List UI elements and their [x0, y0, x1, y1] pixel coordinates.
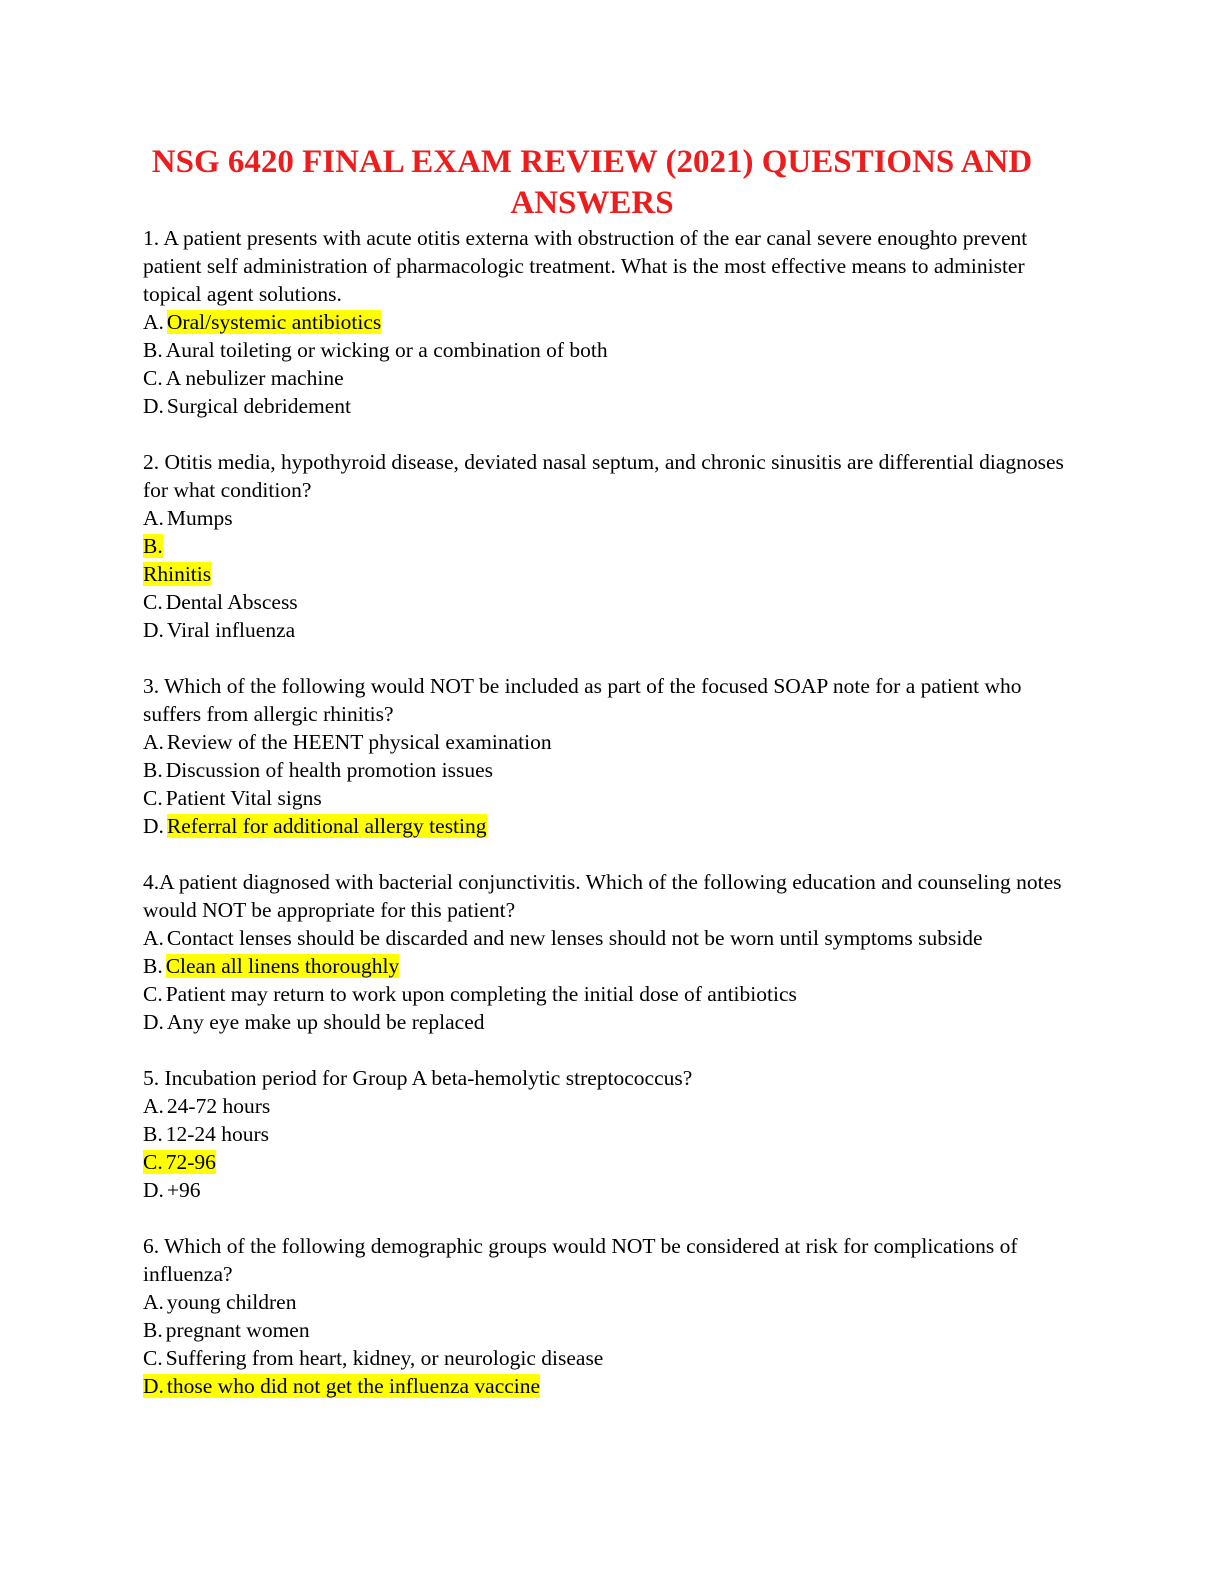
option-text-highlighted: Rhinitis [143, 562, 212, 586]
option-b [143, 532, 1083, 560]
option-b [143, 756, 1083, 784]
option-c [143, 364, 1083, 392]
document-title: NSG 6420 FINAL EXAM REVIEW (2021) QUESTIONS AND ANSWERS [151, 144, 1033, 221]
question-stem: 5. Incubation period for Group A beta-hemolytic streptococcus? [143, 1066, 693, 1090]
option-letter: B. [143, 338, 163, 362]
question-stem: 2. Otitis media, hypothyroid disease, deviated nasal septum, and chronic sinusitis are differential diagnoses for what condition? [143, 450, 1064, 502]
question-5 [143, 1064, 1083, 1204]
option-letter: D. [143, 1178, 164, 1202]
question-2 [143, 448, 1083, 644]
option-b [143, 952, 1083, 980]
option-letter: C. [143, 1346, 163, 1370]
question-stem: 3. Which of the following would NOT be included as part of the focused SOAP note for a patient who suffers from allergic rhinitis? [143, 674, 1022, 726]
option-c [143, 1148, 1083, 1176]
option-text: Mumps [166, 506, 233, 530]
option-letter: A. [143, 310, 164, 334]
option-letter: C. [143, 786, 163, 810]
option-letter: A. [143, 730, 164, 754]
option-d [143, 1008, 1083, 1036]
question-stem: 6. Which of the following demographic groups would NOT be considered at risk for complications of influenza? [143, 1234, 1018, 1286]
option-a [143, 1288, 1083, 1316]
option-c [143, 1344, 1083, 1372]
option-letter: C. [143, 590, 163, 614]
option-letter-highlighted: B. [143, 534, 163, 558]
option-a [143, 924, 1083, 952]
option-c [143, 588, 1083, 616]
option-text-highlighted: Referral for additional allergy testing [166, 814, 487, 838]
option-text: A nebulizer machine [165, 366, 344, 390]
option-text: Patient may return to work upon completing the initial dose of antibiotics [165, 982, 797, 1006]
question-6 [143, 1232, 1083, 1400]
option-letter: C. [143, 982, 163, 1006]
option-text: Contact lenses should be discarded and new lenses should not be worn until symptoms subside [166, 926, 983, 950]
option-letter: D. [143, 1010, 164, 1034]
option-a [143, 504, 1083, 532]
option-text: young children [166, 1290, 297, 1314]
option-c [143, 980, 1083, 1008]
question-4 [143, 868, 1083, 1036]
option-b [143, 336, 1083, 364]
option-letter: A. [143, 1290, 164, 1314]
option-text: Review of the HEENT physical examination [166, 730, 552, 754]
option-a [143, 1092, 1083, 1120]
option-text: Viral influenza [166, 618, 296, 642]
question-1 [143, 224, 1083, 420]
option-letter-highlighted: D. [143, 1374, 164, 1398]
option-text: Discussion of health promotion issues [165, 758, 493, 782]
option-b-text [143, 560, 1083, 588]
option-d [143, 1372, 1083, 1400]
option-text: Any eye make up should be replaced [166, 1010, 485, 1034]
option-text: Suffering from heart, kidney, or neurologic disease [165, 1346, 604, 1370]
option-text-highlighted: Oral/systemic antibiotics [166, 310, 382, 334]
option-letter: A. [143, 926, 164, 950]
option-a [143, 728, 1083, 756]
document-body [143, 224, 1083, 1428]
option-text-highlighted: 72-96 [165, 1150, 216, 1174]
option-d [143, 812, 1083, 840]
question-3 [143, 672, 1083, 840]
option-text: 24-72 hours [166, 1094, 271, 1118]
option-d [143, 392, 1083, 420]
option-letter: A. [143, 1094, 164, 1118]
question-stem: 1. A patient presents with acute otitis externa with obstruction of the ear canal severe enoughto prevent patient self administration of pharmacologic treatment. What is the most effective means to administer topical agent solutions. [143, 226, 1028, 306]
option-c [143, 784, 1083, 812]
option-letter: B. [143, 758, 163, 782]
option-text: +96 [166, 1178, 201, 1202]
option-text-highlighted: those who did not get the influenza vaccine [166, 1374, 541, 1398]
option-letter: D. [143, 618, 164, 642]
question-stem: 4.A patient diagnosed with bacterial conjunctivitis. Which of the following education and counseling notes would NOT be appropriate for this patient? [143, 870, 1062, 922]
option-letter: A. [143, 506, 164, 530]
option-letter: B. [143, 954, 163, 978]
option-letter: B. [143, 1318, 163, 1342]
option-letter: D. [143, 394, 164, 418]
option-text-highlighted: Clean all linens thoroughly [165, 954, 400, 978]
option-b [143, 1120, 1083, 1148]
option-letter: C. [143, 366, 163, 390]
option-text: 12-24 hours [165, 1122, 270, 1146]
option-text: Aural toileting or wicking or a combination of both [165, 338, 608, 362]
option-a [143, 308, 1083, 336]
option-b [143, 1316, 1083, 1344]
option-letter-highlighted: C. [143, 1150, 163, 1174]
option-d [143, 1176, 1083, 1204]
option-letter: D. [143, 814, 164, 838]
option-text: Surgical debridement [166, 394, 351, 418]
option-letter: B. [143, 1122, 163, 1146]
option-text: Dental Abscess [165, 590, 298, 614]
option-text: pregnant women [165, 1318, 310, 1342]
option-text: Patient Vital signs [165, 786, 322, 810]
option-d [143, 616, 1083, 644]
